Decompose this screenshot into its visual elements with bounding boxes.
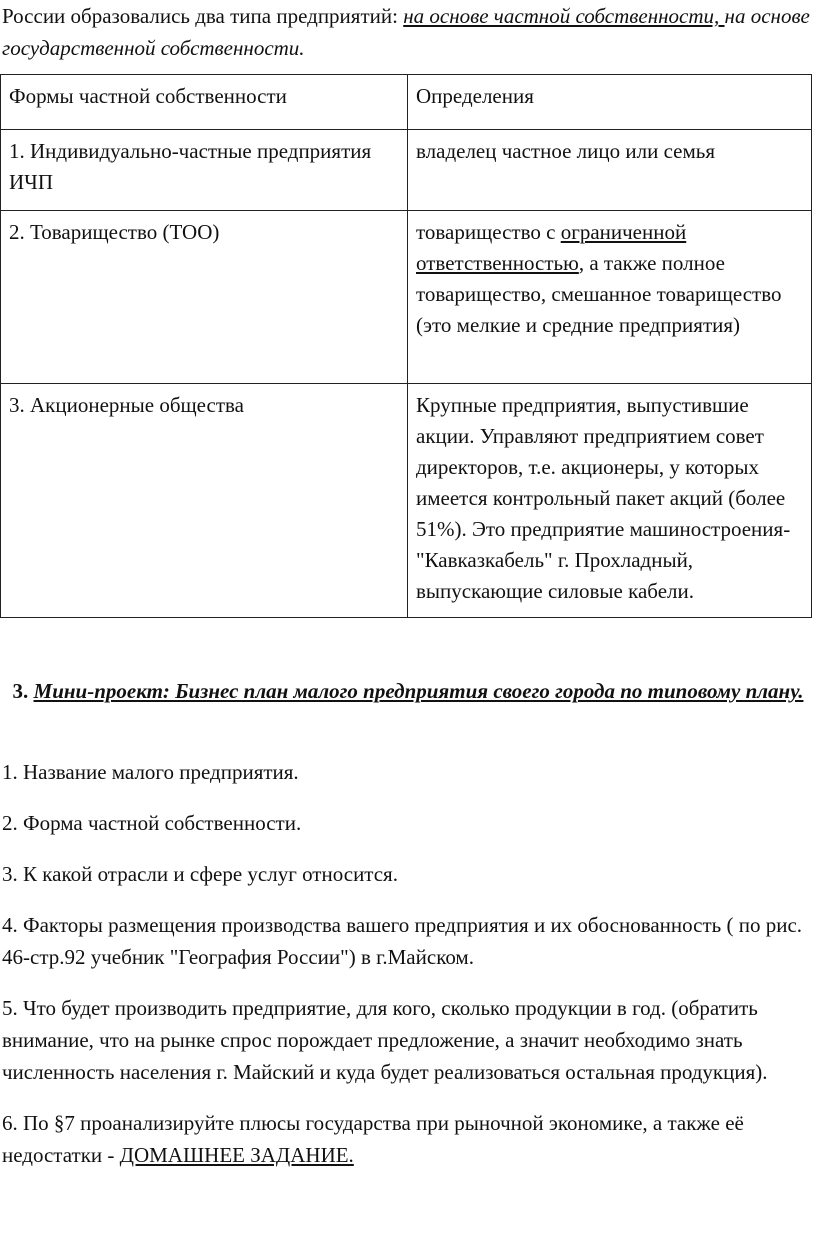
definition-text: , а также полное товарищество, смешанное товарищество (это мелкие и средние предприятия) [416, 251, 782, 337]
list-item: 3. К какой отрасли и сфере услуг относится. [2, 862, 398, 886]
definition-text: товарищество с [416, 220, 561, 244]
table-cell-form: 3. Акционерные общества [1, 384, 408, 618]
intro-state-ownership: на основе государственной собственности. [2, 4, 810, 60]
item6-text: 6. По §7 проанализируйте плюсы государства при рыночной экономике, а также её недостатки - [2, 1111, 744, 1167]
homework-label: ДОМАШНЕЕ ЗАДАНИЕ. [119, 1143, 354, 1167]
section-heading [0, 674, 816, 708]
definition-underlined-term: ограниченной ответственностью [416, 220, 687, 275]
task-list [2, 756, 812, 1171]
list-item [2, 1107, 812, 1171]
table-cell-form: 2. Товарищество (ТОО) [1, 211, 408, 384]
list-item: 5. Что будет производить предприятие, для кого, сколько продукции в год. (обратить внимание, что на рынке спрос порождает предложение, а значит необходимо знать численность населения г. Майский и куда будет реализоваться остальная продукция). [2, 996, 768, 1084]
table-cell-definition: владелец частное лицо или семья [408, 130, 812, 211]
intro-paragraph [2, 0, 812, 64]
table-cell-definition [408, 211, 812, 384]
table-row [1, 130, 812, 211]
table-cell-definition: Крупные предприятия, выпустившие акции. Управляют предприятием совет директоров, т.е. акционеры, у которых имеется контрольный пакет акций (более 51%). Это предприятие машиностроения-"Кавказкабель" г. Прохладный, выпускающие силовые кабели. [408, 384, 812, 618]
intro-lead: России образовались два типа предприятий: [2, 4, 404, 28]
table-header-definitions: Определения [408, 75, 812, 130]
table-header-row [1, 75, 812, 130]
list-item: 1. Название малого предприятия. [2, 760, 299, 784]
heading-number: 3. [12, 679, 34, 703]
ownership-forms-table [0, 74, 812, 618]
table-cell-form: 1. Индивидуально-частные предприятия ИЧП [1, 130, 408, 211]
table-row [1, 211, 812, 384]
list-item: 2. Форма частной собственности. [2, 811, 302, 835]
table-row [1, 384, 812, 618]
table-header-forms: Формы частной собственности [1, 75, 408, 130]
intro-private-ownership: на основе частной собственности, [403, 4, 725, 28]
list-item: 4. Факторы размещения производства вашего предприятия и их обоснованность ( по рис. 46-стр.92 учебник "География России") в г.Майском. [2, 913, 803, 969]
heading-title: Мини-проект: Бизнес план малого предприятия своего города по типовому плану. [33, 679, 804, 703]
